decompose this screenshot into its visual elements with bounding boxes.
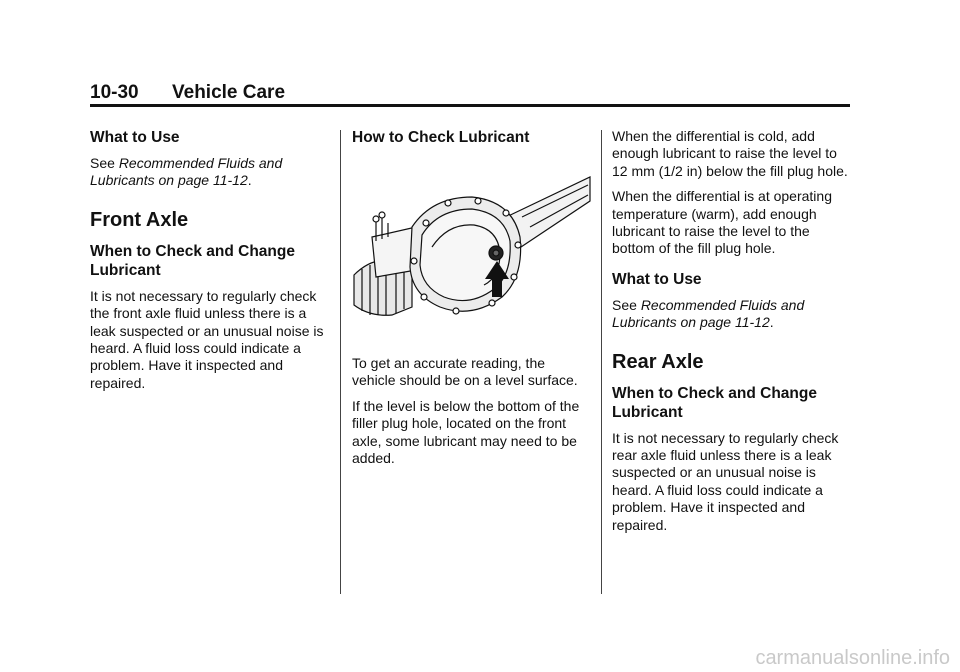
what-to-use-rear-text: See Recommended Fluids and Lubricants on page 11-12. xyxy=(612,296,805,331)
see-word: See xyxy=(612,296,637,313)
warm-differential-text: When the differential is at operating temperature (warm), add enough lubricant to raise the level to the bottom of the fill plug hole. xyxy=(612,188,832,257)
cross-reference-link[interactable]: Recommended Fluids and Lubricants on page 11-12 xyxy=(612,296,805,331)
column-middle xyxy=(352,128,592,475)
cross-reference-link[interactable]: Recommended Fluids and Lubricants on page 11-12 xyxy=(90,155,283,189)
page-header xyxy=(90,82,850,106)
heading-when-to-check: When to Check and Change Lubricant xyxy=(90,242,295,279)
watermark: carmanualsonline.info xyxy=(755,647,950,669)
page-number: 10-30 xyxy=(90,82,139,103)
front-axle-when-text: It is not necessary to regularly check the front axle fluid unless there is a leak suspected or an unusual noise is heard. A fluid loss could indicate a problem. Have it inspected and repaired. xyxy=(90,287,324,391)
heading-what-to-use-rear: What to Use xyxy=(612,270,702,288)
see-word: See xyxy=(90,155,115,171)
column-divider xyxy=(340,130,341,594)
cold-differential-text: When the differential is cold, add enough lubricant to raise the level to 12 mm (1/2 in) below the fill plug hole. xyxy=(612,128,848,179)
heading-what-to-use: What to Use xyxy=(90,129,180,146)
header-rule xyxy=(90,104,850,107)
section-title: Vehicle Care xyxy=(172,82,286,103)
heading-front-axle: Front Axle xyxy=(90,208,189,231)
heading-rear-axle: Rear Axle xyxy=(612,350,704,373)
what-to-use-text: See Recommended Fluids and Lubricants on page 11-12. xyxy=(90,155,283,189)
rear-axle-when-text: It is not necessary to regularly check rear axle fluid unless there is a leak suspected or an unusual noise is heard. A fluid loss could indicate a problem. Have it inspected and repaired. xyxy=(612,429,839,533)
level-surface-text: To get an accurate reading, the vehicle should be on a level surface. xyxy=(352,355,578,389)
column-right xyxy=(612,128,850,542)
heading-how-to-check: How to Check Lubricant xyxy=(352,129,530,146)
axle-illustration xyxy=(352,157,592,337)
column-divider xyxy=(601,130,602,594)
column-left xyxy=(90,128,328,400)
filler-plug-text: If the level is below the bottom of the filler plug hole, located on the front axle, some lubricant may need to be added. xyxy=(352,397,580,467)
heading-when-to-check-rear: When to Check and Change Lubricant xyxy=(612,384,817,421)
